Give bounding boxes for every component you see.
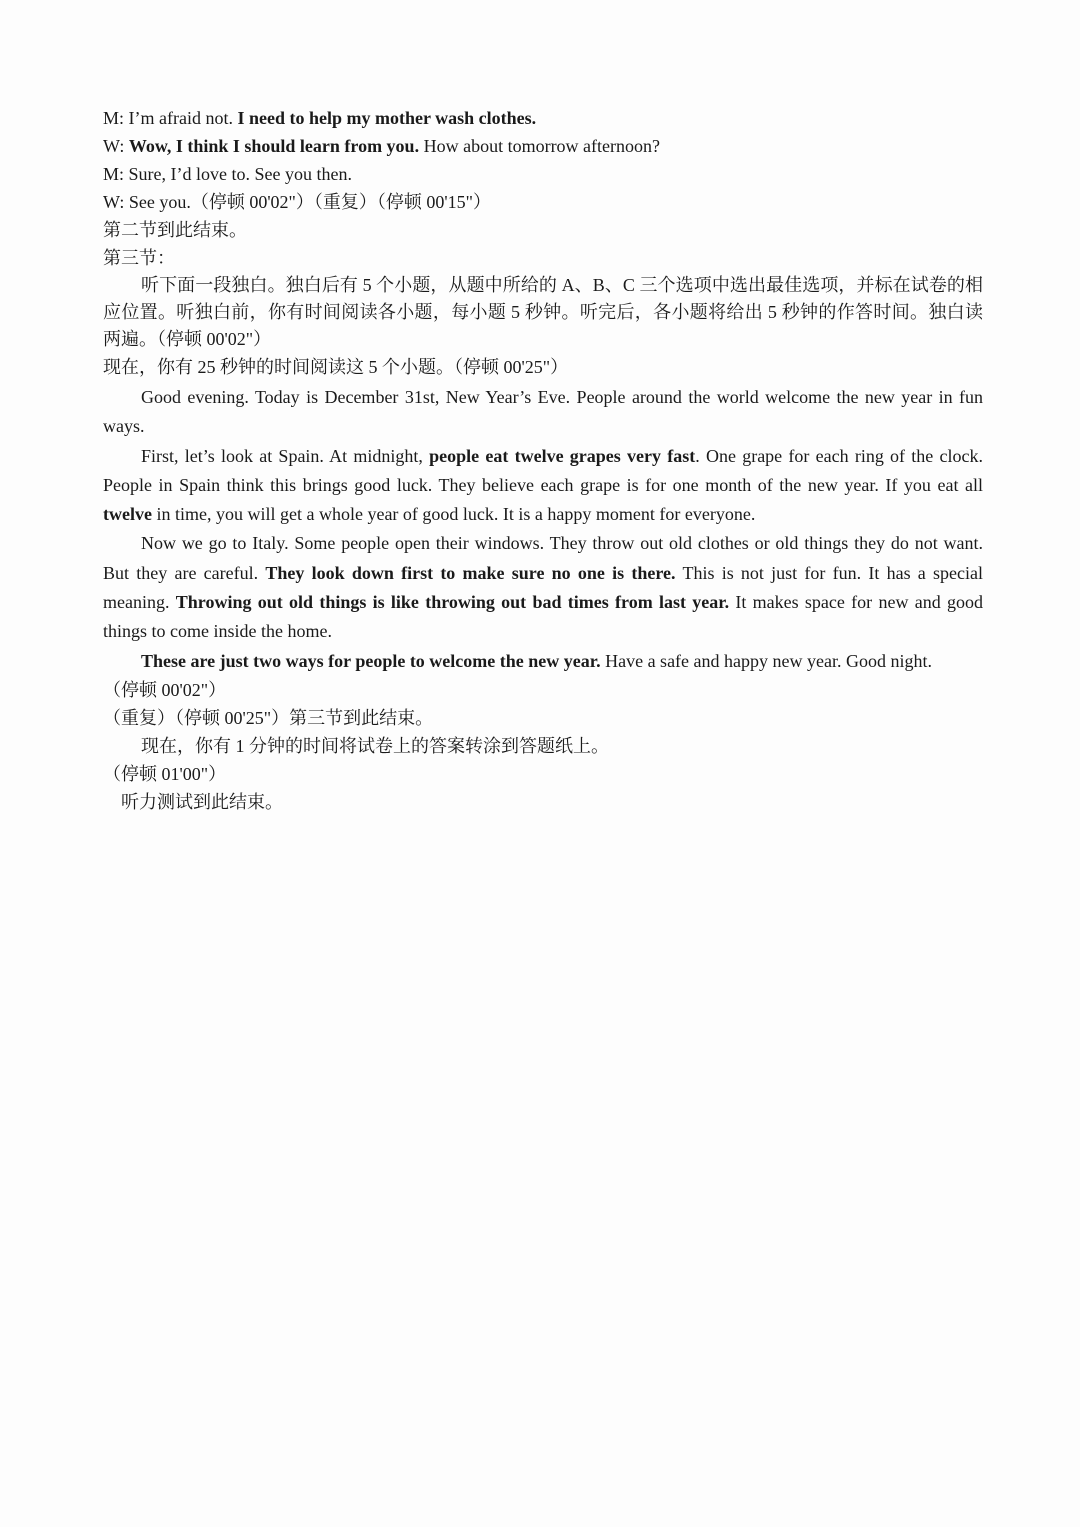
transcript [103, 104, 983, 816]
dialogue-line-3 [103, 160, 983, 188]
reading-time-note: 现在，你有 25 秒钟的时间阅读这 5 个小题。（停顿 00'25"） [103, 357, 569, 377]
dialogue-text: Sure, I’d love to. See you then. [128, 164, 352, 184]
speaker-label: W: [103, 136, 129, 156]
section-3-instructions: 听下面一段独白。独白后有 5 个小题，从题中所给的 A、B、C 三个选项中选出最佳选项，并标在试卷的相应位置。听独白前，你有时间阅读各小题，每小题 5 秒钟。听完后，各小题将给出 5 秒钟的作答时间。独白读两遍。（停顿 00'02"） [103, 275, 983, 349]
dialogue-text: I’m afraid not. [128, 108, 238, 128]
dialogue-text: How about tomorrow afternoon? [419, 136, 661, 156]
passage-paragraph-1: Good evening. Today is December 31st, New Year’s Eve. People around the world welcome the new year in fun ways. [103, 387, 983, 437]
speaker-label: M: [103, 164, 129, 184]
section-2-end: 第二节到此结束。 [103, 220, 247, 240]
section-3-heading: 第三节： [103, 248, 175, 268]
test-end-note: 听力测试到此结束。 [121, 791, 283, 812]
speaker-label: W: [103, 192, 129, 212]
pause-note-2: （停顿 01'00"） [103, 763, 227, 784]
dialogue-line-1 [103, 104, 983, 132]
dialogue-bold-text: I need to help my mother wash clothes. [237, 108, 537, 128]
answer-transfer-note: 现在，你有 1 分钟的时间将试卷上的答案转涂到答题纸上。 [141, 735, 609, 756]
dialogue-bold-text: Wow, I think I should learn from you. [128, 136, 420, 156]
dialogue-text: See you.（停顿 00'02"）（重复）（停顿 00'15"） [128, 192, 491, 212]
speaker-label: M: [103, 108, 129, 128]
repeat-and-section-3-end: （重复）（停顿 00'25"）第三节到此结束。 [103, 707, 434, 728]
passage-paragraph-4: These are just two ways for people to welcome the new year. Have a safe and happy new year. Good night. [141, 650, 932, 671]
dialogue-line-2 [103, 132, 983, 160]
passage-paragraph-2: First, let’s look at Spain. At midnight, people eat twelve grapes very fast. One grape for each ring of the clock. People in Spain think this brings good luck. They believe each grape is for one month of the new year. If you eat all twelve in time, you will get a whole year of good luck. It is a happy moment for everyone. [103, 445, 983, 525]
pause-note-1: （停顿 00'02"） [103, 679, 227, 700]
dialogue-line-4 [103, 188, 983, 216]
passage-paragraph-3: Now we go to Italy. Some people open their windows. They throw out old clothes or old things they do not want. But they are careful. They look down first to make sure no one is there. This is not just for fun. It has a special meaning. Throwing out old things is like throwing out bad times from last year. It makes space for new and good things to come inside the home. [103, 533, 984, 642]
